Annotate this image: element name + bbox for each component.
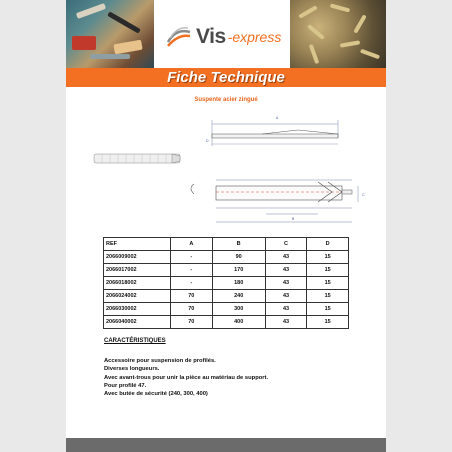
ref-cell: 2066030002 (104, 303, 171, 316)
value-cell: - (171, 251, 213, 264)
table-row (104, 290, 349, 303)
dimension-label: C (362, 193, 365, 197)
list-item: Diverses longueurs. (104, 366, 160, 373)
value-cell: 15 (307, 303, 349, 316)
characteristics-title: CARACTÉRISTIQUES (104, 338, 166, 344)
header-banner (66, 0, 386, 68)
ref-cell: 2066024002 (104, 290, 171, 303)
title-bar (66, 68, 386, 87)
value-cell: 43 (265, 290, 307, 303)
reference-table (103, 237, 349, 329)
value-cell: 70 (171, 303, 213, 316)
col-header: B (212, 238, 265, 251)
col-header: C (265, 238, 307, 251)
col-header: A (171, 238, 213, 251)
side-view (212, 120, 338, 146)
tools-photo (66, 0, 154, 68)
value-cell: 70 (171, 316, 213, 329)
end-view (94, 154, 180, 163)
datasheet-page (66, 0, 386, 452)
page-title: Fiche Technique (167, 69, 285, 86)
brand-logo (166, 24, 281, 50)
dimension-label: A (276, 116, 279, 120)
value-cell: 15 (307, 290, 349, 303)
table-row (104, 277, 349, 290)
value-cell: 300 (212, 303, 265, 316)
ref-cell: 2066009002 (104, 251, 171, 264)
ref-cell: 2066040002 (104, 316, 171, 329)
value-cell: 15 (307, 316, 349, 329)
list-item: Accessoire pour suspension de profilés. (104, 358, 216, 364)
list-item: Pour profilé 47. (104, 382, 147, 389)
ref-cell: 2066018002 (104, 277, 171, 290)
value-cell: 240 (212, 290, 265, 303)
value-cell: 15 (307, 277, 349, 290)
list-item: Avec butée de sécurité (240, 300, 400) (104, 391, 208, 398)
value-cell: 180 (212, 277, 265, 290)
brand-suffix: -express (227, 29, 282, 45)
ref-cell: 2066017002 (104, 264, 171, 277)
technical-drawing (66, 110, 386, 230)
table-header-row (104, 238, 349, 251)
value-cell: 43 (265, 264, 307, 277)
value-cell: 43 (265, 316, 307, 329)
table-row (104, 264, 349, 277)
dimension-label: B (292, 217, 295, 221)
value-cell: - (171, 264, 213, 277)
value-cell: 43 (265, 303, 307, 316)
col-header: D (307, 238, 349, 251)
value-cell: 70 (171, 290, 213, 303)
table-row (104, 251, 349, 264)
value-cell: 170 (212, 264, 265, 277)
value-cell: 400 (212, 316, 265, 329)
col-header: REF (104, 238, 171, 251)
value-cell: 15 (307, 264, 349, 277)
table-row (104, 303, 349, 316)
product-title: Suspente acier zingué (194, 97, 258, 103)
screws-photo (290, 0, 386, 68)
value-cell: - (171, 277, 213, 290)
dimension-label: D (206, 139, 209, 143)
value-cell: 43 (265, 251, 307, 264)
assembly-view (191, 180, 358, 222)
value-cell: 43 (265, 277, 307, 290)
value-cell: 15 (307, 251, 349, 264)
footer-bar (66, 438, 386, 452)
swoosh-icon (166, 26, 192, 48)
characteristics-list (104, 357, 268, 398)
brand-name: Vis (196, 25, 226, 48)
value-cell: 90 (212, 251, 265, 264)
table-row (104, 316, 349, 329)
list-item: Avec avant-trous pour unir la pièce au matériau de support. (104, 374, 269, 381)
